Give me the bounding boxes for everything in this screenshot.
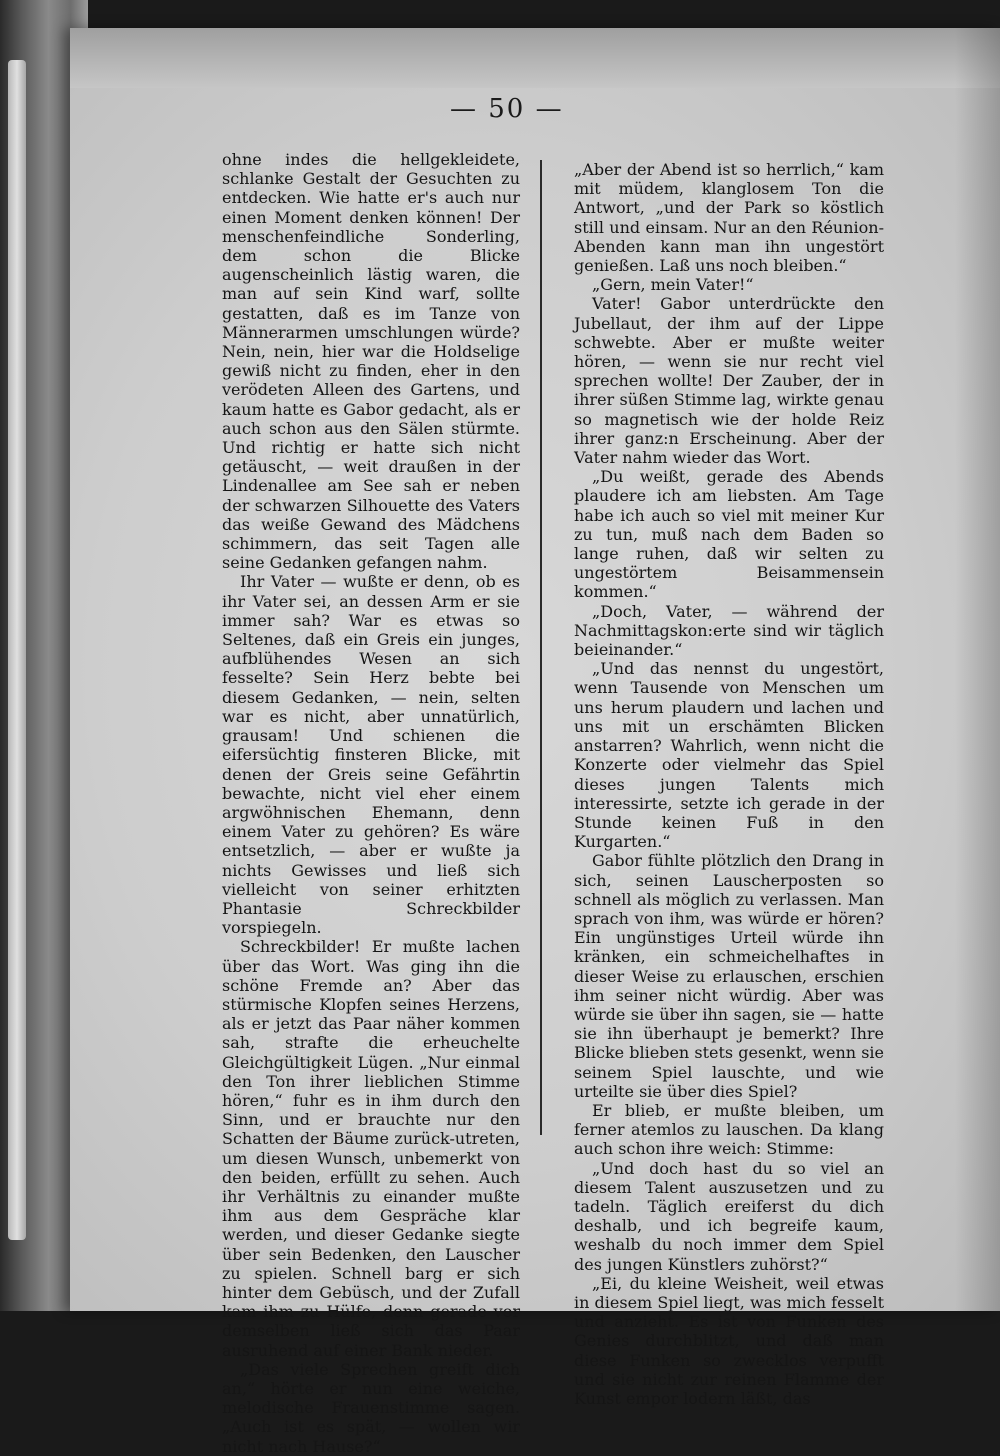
paragraph: Gabor fühlte plötzlich den Drang in sich, seinen Lauscherposten so schnell als möglich zu verlassen. Man sprach von ihm, was würde er hören? Ein ungünstiges Urteil würde ihn kränken, ein schmeichelhaftes in dieser Weise zu erlauschen, erschien ihm seiner nicht würdig. Aber was würde sie über ihn sagen, sie — hatte sie ihn überhaupt je bemerkt? Ihre Blicke blieben stets gesenkt, wenn sie seinem Spiel lauschte, und wie urteilte sie über dies Spiel?	[574, 851, 884, 1101]
paragraph: „Ei, du kleine Weisheit, weil etwas in diesem Spiel liegt, was mich fesselt und anzieht. Es ist von Funken des Genies durchblitzt, und daß man diese Funken so zwecklos verpufft und sie nicht zur reinen Flamme der Kunst empor lodern läßt, das	[574, 1273, 884, 1408]
paragraph: „Doch, Vater, — während der Nachmittagskon:erte sind wir täglich beieinander.“	[574, 601, 884, 660]
right-text-column	[574, 160, 884, 1408]
page-number: — 50 —	[450, 94, 564, 124]
paragraph: „Und das nennst du ungestört, wenn Tausende von Menschen um uns herum plaudern und lachen und uns mit un erschämten Blicken anstarren? Wahrlich, wenn nicht die Konzerte oder vielmehr das Spiel dieses jungen Talents mich interessirte, setzte ich gerade in der Stunde keinen Fuß in den Kurgarten.“	[574, 659, 884, 852]
paragraph: Schreckbilder! Er mußte lachen über das Wort. Was ging ihn die schöne Fremde an? Aber das stürmische Klopfen seines Herzens, als er jetzt das Paar näher kommen sah, strafte die erheuchelte Gleichgültigkeit Lügen. „Nur einmal den Ton ihrer lieblichen Stimme hören,“ fuhr es in ihm durch den Sinn, und er brauchte nur den Schatten der Bäume zurück-utreten, um diesen Wunsch, unbemerkt von den beiden, erfüllt zu sehen. Auch ihr Verhältnis zu einander mußte ihm aus dem Gespräche klar werden, und dieser Gedanke siegte über sein Bedenken, den Lauscher zu spielen. Schnell barg er sich hinter dem Gebüsch, und der Zufall kam ihm zu Hülfe, denn gerade vor demselben ließ sich das Paar ausruhend auf einer Bank nieder.	[222, 937, 520, 1360]
paragraph: „Gern, mein Vater!“	[592, 275, 754, 295]
page-right-shadow	[955, 28, 1000, 1311]
paragraph: Vater! Gabor unterdrückte den Jubellaut, der ihm auf der Lippe schwebte. Aber er mußte weiter hören, — wenn sie nur recht viel sprechen wollte! Der Zauber, der in ihrer süßen Stimme lag, wirkte genau so magnetisch wie der holde Reiz ihrer ganz:n Erscheinung. Aber der Vater nahm wieder das Wort.	[574, 294, 884, 468]
paragraph: „Du weißt, gerade des Abends plaudere ich am liebsten. Am Tage habe ich auch so viel mit meiner Kur zu tun, muß nach dem Baden so lange ruhen, daß wir selten zu ungestörtem Beisammensein kommen.“	[574, 467, 884, 602]
left-text-column	[222, 150, 520, 1456]
column-divider	[540, 160, 542, 1135]
paragraph: „Das viele Sprechen greift dich an,“ hörte er nun eine weiche, melodische Frauenstimme sagen. „Auch ist es spät, — wollen wir nicht nach Hause?“	[222, 1359, 520, 1456]
paragraph: ohne indes die hellgekleidete, schlanke Gestalt der Gesuchten zu entdecken. Wie hatte er's auch nur einen Moment denken können! Der menschenfeindliche Sonderling, dem schon die Blicke augenscheinlich lästig waren, die man auf sein Kind warf, sollte gestatten, daß es im Tanze von Männerarmen umschlungen würde? Nein, nein, hier war die Holdselige gewiß nicht zu finden, eher in den verödeten Alleen des Gartens, und kaum hatte es Gabor gedacht, als er auch schon aus den Sälen stürmte. Und richtig er hatte sich nicht getäuscht, — weit draußen in der Lindenallee am See sah er neben der schwarzen Silhouette des Vaters das weiße Gewand des Mädchens schimmern, das seit Tagen alle seine Gedanken gefangen nahm.	[222, 150, 520, 573]
book-spine	[8, 60, 26, 1240]
paragraph: Ihr Vater — wußte er denn, ob es ihr Vater sei, an dessen Arm er sie immer sah? War es etwas so Seltenes, daß ein Greis ein junges, aufblühendes Wesen an sich fesselte? Sein Herz bebte bei diesem Gedanken, — nein, selten war es nicht, aber unnatürlich, grausam! Und schienen die eifersüchtig finsteren Blicke, mit denen der Greis seine Gefährtin bewachte, nicht viel eher einem argwöhnischen Ehemann, denn einem Vater zu gehören? Es wäre entsetzlich, — aber er wußte ja nichts Gewisses und ließ sich vielleicht von seiner erhitzten Phantasie Schreckbilder vorspiegeln.	[222, 572, 520, 938]
paragraph: „Und doch hast du so viel an diesem Talent auszusetzen und zu tadeln. Täglich ereiferst du dich deshalb, und ich begreife kaum, weshalb du noch immer dem Spiel des jungen Künstlers zuhörst?“	[574, 1158, 884, 1274]
paragraph: „Aber der Abend ist so herrlich,“ kam mit müdem, klanglosem Ton die Antwort, „und der Park so köstlich still und einsam. Nur an den Réunion-Abenden kann man ihn ungestört genießen. Laß uns noch bleiben.“	[574, 160, 884, 276]
page-top-strip	[70, 28, 1000, 88]
paragraph: Er blieb, er mußte bleiben, um ferner atemlos zu lauschen. Da klang auch schon ihre weich: Stimme:	[574, 1100, 884, 1159]
